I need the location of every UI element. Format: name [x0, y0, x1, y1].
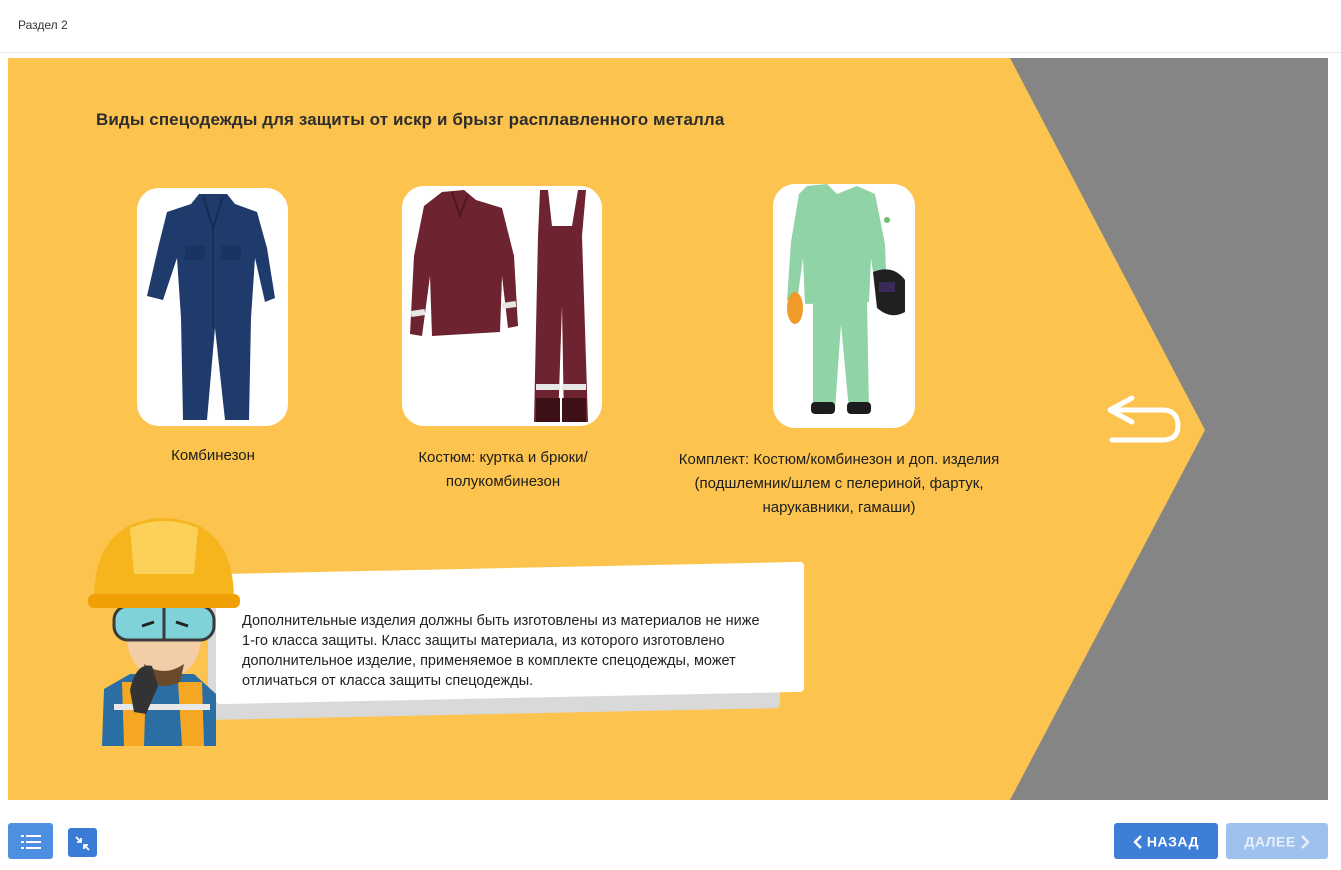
chevron-right-icon	[1300, 835, 1310, 849]
collapse-icon	[75, 836, 90, 851]
item-caption: Костюм: куртка и брюки/полукомбинезон	[418, 449, 588, 490]
item-caption: Комплект: Костюм/комбинезон и доп. изделия (подшлемник/шлем с пелериной, фартук, нарукавники, гамаши)	[678, 451, 1000, 516]
worker-character-icon	[84, 514, 244, 762]
next-button[interactable]	[1226, 823, 1328, 859]
next-button-label: ДАЛЕЕ	[1244, 833, 1296, 850]
note-text: Дополнительные изделия должны быть изготовлены из материалов не ниже 1-го класса защиты. Класс защиты материала, из которого изготовлено дополнительное изделие, применяемое в комплекте спецодежды, может отличаться от класса защиты спецодежды.	[242, 613, 760, 689]
welder-kit-image	[773, 184, 915, 428]
top-bar	[0, 0, 1341, 53]
coverall-image	[137, 188, 288, 426]
back-button-label: НАЗАД	[1146, 833, 1199, 850]
back-button[interactable]	[1114, 823, 1218, 859]
return-arrow-icon[interactable]	[1104, 394, 1182, 446]
list-icon	[21, 835, 41, 849]
menu-button[interactable]	[8, 823, 53, 859]
bottom-bar	[0, 806, 1341, 870]
slide-title: Виды спецодежды для защиты от искр и брызг расплавленного металла	[96, 110, 725, 129]
collapse-button[interactable]	[68, 828, 97, 857]
chevron-left-icon	[1133, 835, 1143, 849]
jacket-and-trousers-image	[402, 186, 602, 426]
section-label: Раздел 2	[18, 18, 68, 32]
slide	[8, 58, 1328, 800]
item-caption: Комбинезон	[171, 447, 255, 464]
